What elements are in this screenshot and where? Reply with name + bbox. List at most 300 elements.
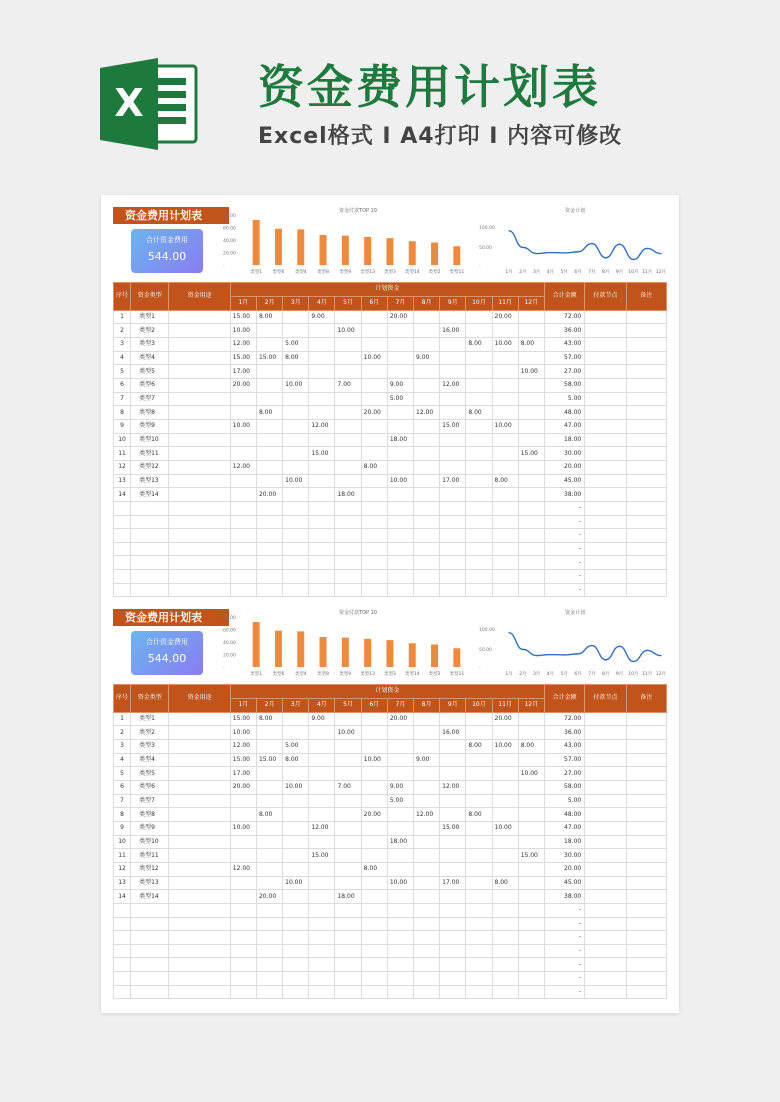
row-month-value — [414, 310, 440, 324]
row-month-value — [387, 739, 413, 753]
empty-cell — [518, 958, 544, 972]
sheet-section-1 — [113, 207, 667, 613]
x-tick-label: 类型6 — [272, 672, 285, 677]
header-month: 7月 — [387, 296, 413, 310]
empty-cell — [387, 501, 413, 515]
row-month-value — [414, 488, 440, 502]
empty-cell — [440, 903, 466, 917]
empty-cell — [626, 529, 667, 543]
row-month-value — [309, 337, 335, 351]
table-row — [114, 794, 667, 808]
data-point — [564, 654, 565, 655]
row-month-value: 17.00 — [230, 767, 256, 781]
table-row — [114, 474, 667, 488]
row-month-value — [518, 835, 544, 849]
x-tick-label: 12月 — [655, 270, 667, 275]
row-payment — [585, 337, 626, 351]
empty-cell — [169, 556, 230, 570]
empty-cell — [256, 958, 282, 972]
row-purpose — [169, 821, 230, 835]
row-month-value — [492, 849, 518, 863]
row-index: 7 — [114, 392, 131, 406]
empty-cell — [361, 917, 387, 931]
row-month-value — [466, 780, 492, 794]
empty-cell — [335, 903, 361, 917]
row-note — [626, 890, 667, 904]
row-note — [626, 419, 667, 433]
empty-cell — [466, 931, 492, 945]
row-month-value — [283, 324, 309, 338]
empty-cell — [518, 931, 544, 945]
empty-cell — [414, 917, 440, 931]
row-purpose — [169, 767, 230, 781]
empty-cell — [518, 529, 544, 543]
empty-cell — [256, 570, 282, 584]
x-tick-label: 3月 — [532, 270, 541, 275]
data-point — [633, 259, 634, 260]
row-month-value — [256, 392, 282, 406]
row-note — [626, 780, 667, 794]
row-type: 类型12 — [131, 460, 169, 474]
empty-cell — [585, 542, 626, 556]
x-tick-label: 10月 — [628, 270, 639, 275]
empty-cell — [256, 944, 282, 958]
row-purpose — [169, 739, 230, 753]
row-payment — [585, 474, 626, 488]
row-note — [626, 753, 667, 767]
table-empty-row — [114, 917, 667, 931]
table-empty-row — [114, 583, 667, 597]
x-tick-label: 类型14 — [404, 672, 420, 677]
header-type: 资金类型 — [131, 685, 169, 713]
empty-cell — [335, 529, 361, 543]
row-month-value — [230, 392, 256, 406]
row-month-value — [466, 821, 492, 835]
row-month-value: 8.00 — [256, 406, 282, 420]
monthly-line-chart — [479, 609, 665, 681]
empty-cell — [169, 501, 230, 515]
series-line — [509, 231, 661, 260]
header-note: 备注 — [626, 283, 667, 311]
empty-cell — [585, 570, 626, 584]
empty-cell — [414, 542, 440, 556]
row-month-value: 8.00 — [283, 753, 309, 767]
x-tick-label: 类型4 — [294, 672, 307, 677]
row-month-value — [283, 794, 309, 808]
row-month-value: 10.00 — [230, 324, 256, 338]
row-month-value — [309, 351, 335, 365]
table-row — [114, 862, 667, 876]
row-month-value — [283, 767, 309, 781]
row-month-value: 8.00 — [256, 712, 282, 726]
row-month-value: 12.00 — [414, 808, 440, 822]
x-tick-label: 类型2 — [428, 270, 441, 275]
row-month-value: 10.00 — [492, 419, 518, 433]
row-month-value — [361, 794, 387, 808]
row-purpose — [169, 862, 230, 876]
row-month-value — [335, 808, 361, 822]
empty-cell — [283, 958, 309, 972]
row-payment — [585, 876, 626, 890]
row-month-value: 10.00 — [387, 474, 413, 488]
row-index: 9 — [114, 419, 131, 433]
bar — [253, 220, 260, 265]
row-purpose — [169, 794, 230, 808]
bar — [320, 235, 327, 265]
empty-cell — [518, 903, 544, 917]
row-total: 36.00 — [544, 324, 584, 338]
empty-cell — [283, 903, 309, 917]
bar — [297, 229, 304, 265]
row-month-value: 10.00 — [283, 876, 309, 890]
row-month-value: 15.00 — [518, 849, 544, 863]
empty-cell — [466, 556, 492, 570]
row-month-value — [518, 821, 544, 835]
row-payment — [585, 780, 626, 794]
empty-cell — [626, 972, 667, 986]
row-type: 类型3 — [131, 739, 169, 753]
row-payment — [585, 808, 626, 822]
row-month-value — [492, 835, 518, 849]
row-month-value: 5.00 — [387, 794, 413, 808]
data-point — [605, 659, 606, 660]
row-month-value — [361, 712, 387, 726]
empty-cell — [440, 556, 466, 570]
row-month-value: 8.00 — [466, 739, 492, 753]
empty-cell — [335, 985, 361, 999]
row-month-value: 20.00 — [361, 808, 387, 822]
row-month-value — [361, 890, 387, 904]
row-purpose — [169, 310, 230, 324]
empty-cell — [131, 985, 169, 999]
empty-cell — [387, 958, 413, 972]
x-tick-label: 类型3 — [384, 672, 396, 677]
row-type: 类型4 — [131, 753, 169, 767]
empty-cell — [361, 515, 387, 529]
row-month-value — [492, 753, 518, 767]
x-tick-label: 7月 — [588, 270, 596, 275]
row-month-value: 16.00 — [440, 324, 466, 338]
empty-cell — [387, 903, 413, 917]
empty-cell — [466, 958, 492, 972]
empty-cell — [492, 931, 518, 945]
row-month-value: 15.00 — [518, 447, 544, 461]
empty-cell — [169, 985, 230, 999]
total-card — [131, 229, 203, 273]
empty-cell — [114, 583, 131, 597]
row-month-value: 8.00 — [492, 876, 518, 890]
empty-cell — [518, 542, 544, 556]
empty-cell — [492, 917, 518, 931]
row-month-value — [361, 726, 387, 740]
row-index: 1 — [114, 310, 131, 324]
row-payment — [585, 835, 626, 849]
row-month-value — [335, 821, 361, 835]
empty-cell — [626, 501, 667, 515]
empty-cell — [387, 570, 413, 584]
table-row — [114, 780, 667, 794]
empty-cell — [256, 556, 282, 570]
empty-cell — [230, 958, 256, 972]
row-payment — [585, 406, 626, 420]
row-month-value — [414, 780, 440, 794]
row-month-value: 17.00 — [440, 474, 466, 488]
row-note — [626, 488, 667, 502]
row-month-value — [518, 794, 544, 808]
row-payment — [585, 794, 626, 808]
row-purpose — [169, 753, 230, 767]
row-month-value — [230, 488, 256, 502]
row-month-value — [230, 447, 256, 461]
x-tick-label: 12月 — [655, 672, 667, 677]
row-month-value — [361, 876, 387, 890]
row-payment — [585, 392, 626, 406]
y-tick-label: 80.00 — [223, 214, 236, 219]
empty-cell — [466, 944, 492, 958]
data-point — [536, 655, 537, 656]
row-month-value — [440, 406, 466, 420]
header-month: 9月 — [440, 698, 466, 712]
header-month: 6月 — [361, 698, 387, 712]
x-tick-label: 5月 — [560, 270, 568, 275]
row-month-value — [335, 835, 361, 849]
y-tick-label: - — [479, 666, 481, 671]
row-note — [626, 821, 667, 835]
row-month-value — [309, 753, 335, 767]
row-month-value — [466, 726, 492, 740]
row-type: 类型14 — [131, 890, 169, 904]
row-month-value — [518, 378, 544, 392]
row-month-value — [466, 310, 492, 324]
data-point — [508, 632, 509, 633]
empty-cell — [309, 958, 335, 972]
header-payment: 付款节点 — [585, 685, 626, 713]
row-note — [626, 794, 667, 808]
empty-cell — [414, 556, 440, 570]
chart-title: 资金付款TOP 10 — [339, 610, 377, 616]
table-row — [114, 890, 667, 904]
data-point — [550, 252, 551, 253]
empty-cell — [283, 944, 309, 958]
row-month-value — [492, 406, 518, 420]
row-month-value — [387, 862, 413, 876]
empty-cell — [283, 570, 309, 584]
row-month-value: 20.00 — [256, 890, 282, 904]
table-row — [114, 876, 667, 890]
row-total: 27.00 — [544, 767, 584, 781]
y-tick-label: - — [479, 264, 481, 269]
row-purpose — [169, 378, 230, 392]
row-total: 43.00 — [544, 739, 584, 753]
empty-cell — [440, 972, 466, 986]
empty-cell — [283, 931, 309, 945]
row-month-value — [466, 433, 492, 447]
empty-cell — [492, 944, 518, 958]
row-month-value — [492, 794, 518, 808]
empty-cell — [230, 529, 256, 543]
row-note — [626, 767, 667, 781]
header-month: 5月 — [335, 296, 361, 310]
empty-cell — [361, 903, 387, 917]
y-tick-label: 100.00 — [479, 628, 495, 633]
empty-cell — [585, 944, 626, 958]
row-index: 5 — [114, 365, 131, 379]
row-month-value — [335, 876, 361, 890]
y-tick-label: 80.00 — [223, 616, 236, 621]
row-month-value: 18.00 — [387, 433, 413, 447]
row-month-value — [256, 378, 282, 392]
empty-cell — [131, 944, 169, 958]
row-purpose — [169, 365, 230, 379]
header-month: 12月 — [518, 296, 544, 310]
empty-cell — [256, 542, 282, 556]
row-purpose — [169, 726, 230, 740]
empty-cell — [492, 556, 518, 570]
row-month-value — [256, 876, 282, 890]
empty-cell — [131, 931, 169, 945]
row-month-value — [361, 310, 387, 324]
row-type: 类型2 — [131, 726, 169, 740]
row-month-value — [414, 890, 440, 904]
row-month-value: 20.00 — [230, 780, 256, 794]
empty-cell — [335, 515, 361, 529]
header-plan: 计划资金 — [230, 283, 544, 297]
empty-cell — [335, 931, 361, 945]
x-tick-label: 1月 — [505, 672, 513, 677]
row-month-value: 12.00 — [440, 780, 466, 794]
empty-cell — [466, 529, 492, 543]
hero-banner — [0, 0, 780, 190]
y-tick-label: 40.00 — [223, 239, 236, 244]
table-row — [114, 488, 667, 502]
header-index: 序号 — [114, 283, 131, 311]
row-month-value — [414, 876, 440, 890]
row-total: 36.00 — [544, 726, 584, 740]
empty-cell — [440, 529, 466, 543]
empty-cell — [414, 931, 440, 945]
row-month-value — [256, 337, 282, 351]
empty-cell — [169, 570, 230, 584]
row-month-value — [309, 808, 335, 822]
empty-cell — [256, 985, 282, 999]
row-payment — [585, 821, 626, 835]
row-index: 8 — [114, 808, 131, 822]
row-month-value — [361, 433, 387, 447]
row-index: 6 — [114, 378, 131, 392]
row-month-value: 8.00 — [466, 406, 492, 420]
row-month-value — [387, 447, 413, 461]
empty-cell — [585, 958, 626, 972]
row-payment — [585, 849, 626, 863]
empty-cell — [335, 917, 361, 931]
row-index: 13 — [114, 474, 131, 488]
row-payment — [585, 767, 626, 781]
empty-cell — [131, 958, 169, 972]
row-total: - — [544, 583, 584, 597]
empty-cell — [114, 542, 131, 556]
row-month-value — [335, 767, 361, 781]
header-total: 合计金额 — [544, 283, 584, 311]
row-month-value — [466, 351, 492, 365]
row-type: 类型11 — [131, 447, 169, 461]
empty-cell — [283, 985, 309, 999]
y-tick-label: 50.00 — [479, 648, 492, 653]
empty-cell — [492, 515, 518, 529]
empty-cell — [283, 515, 309, 529]
row-month-value — [440, 753, 466, 767]
table-row — [114, 739, 667, 753]
empty-cell — [169, 958, 230, 972]
row-month-value — [361, 447, 387, 461]
bar — [453, 246, 460, 265]
row-month-value: 20.00 — [387, 712, 413, 726]
row-month-value — [414, 849, 440, 863]
empty-cell — [440, 944, 466, 958]
row-month-value — [518, 324, 544, 338]
table-row — [114, 419, 667, 433]
empty-cell — [114, 917, 131, 931]
empty-cell — [256, 917, 282, 931]
empty-cell — [466, 985, 492, 999]
row-month-value: 20.00 — [230, 378, 256, 392]
bar — [364, 639, 371, 667]
data-point — [577, 251, 578, 252]
row-month-value: 15.00 — [230, 753, 256, 767]
row-note — [626, 337, 667, 351]
bar — [431, 645, 438, 668]
empty-cell — [335, 583, 361, 597]
sheet-title: 资金费用计划表 — [113, 207, 229, 224]
sheet-title: 资金费用计划表 — [113, 609, 229, 626]
header-month: 10月 — [466, 698, 492, 712]
empty-cell — [466, 583, 492, 597]
row-month-value — [361, 849, 387, 863]
row-month-value — [492, 378, 518, 392]
table-row — [114, 365, 667, 379]
table-row — [114, 753, 667, 767]
empty-cell — [585, 931, 626, 945]
row-total: 47.00 — [544, 419, 584, 433]
row-purpose — [169, 351, 230, 365]
row-purpose — [169, 849, 230, 863]
row-month-value — [283, 460, 309, 474]
row-purpose — [169, 324, 230, 338]
empty-cell — [440, 917, 466, 931]
bar — [275, 229, 282, 265]
row-month-value — [283, 862, 309, 876]
x-tick-label: 类型2 — [428, 672, 441, 677]
x-tick-label: 6月 — [574, 672, 582, 677]
empty-cell — [361, 501, 387, 515]
row-month-value: 10.00 — [361, 753, 387, 767]
row-index: 2 — [114, 324, 131, 338]
row-month-value: 15.00 — [309, 447, 335, 461]
row-month-value — [440, 447, 466, 461]
row-month-value — [440, 849, 466, 863]
row-purpose — [169, 433, 230, 447]
row-month-value — [283, 365, 309, 379]
empty-cell — [387, 944, 413, 958]
row-month-value — [466, 753, 492, 767]
x-tick-label: 类型1 — [250, 672, 263, 677]
row-month-value: 5.00 — [283, 739, 309, 753]
empty-cell — [309, 931, 335, 945]
row-index: 11 — [114, 447, 131, 461]
row-month-value: 10.00 — [230, 821, 256, 835]
y-tick-label: 100.00 — [479, 226, 495, 231]
empty-cell — [169, 944, 230, 958]
empty-cell — [518, 570, 544, 584]
